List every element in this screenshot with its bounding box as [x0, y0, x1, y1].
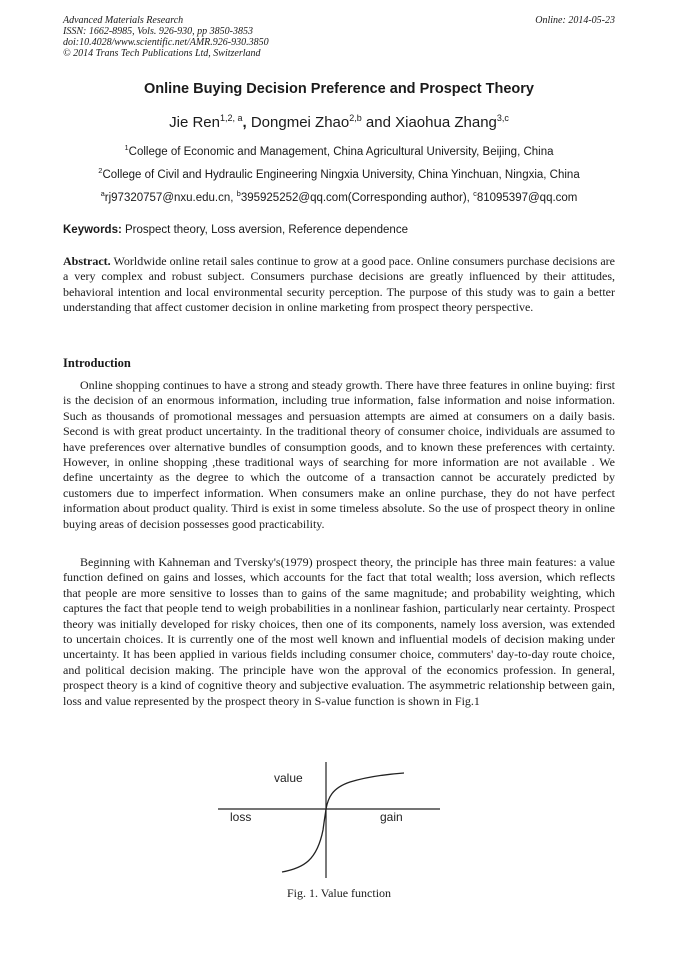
copyright-line: © 2014 Trans Tech Publications Ltd, Switzerland: [63, 48, 261, 59]
affiliation-superscript: 1: [124, 143, 129, 152]
value-function-figure: [212, 760, 442, 880]
online-date: Online: 2014-05-23: [535, 15, 615, 26]
author-name: Jie Ren: [169, 114, 220, 131]
issn-line: ISSN: 1662-8985, Vols. 926-930, pp 3850-3853: [63, 26, 253, 37]
email-superscript: a: [100, 189, 105, 198]
intro-paragraph-1: Online shopping continues to have a strong and steady growth. There have three features in online buying: first is the decision of an enormous information, including true information, false information and noise information. Such as thousands of promotional messages and persuasion attempts are aimed at consumers on a daily basis. Second is with great product uncertainty. In the traditional theory of consumer choice, individuals are assumed to have preferences over alternative bundles of consumption goods, and to known these preferences with certainty. However, in online shopping ,these traditional ways of searching for more information are not available . We define uncertainty as the degree to which the outcome of a transaction cannot be accurately predicted by customers due to imperfect information. When consumers make an online purchase, they do not have perfect information about product quality. Third is exist in some timeless absolute. So the use of prospect theory in online buying areas of decision possesses good practicability.: [63, 378, 615, 531]
abstract-text: Worldwide online retail sales continue to grow at a good pace. Online consumers purchase decisions are a very complex and robust subject. Consumers purchase decisions are greatly influenced by their attitudes, behavioral intention and local environmental security perception. The purpose of this study was to gain a better understanding that affect customer decision in online marketing from prospect theory perspective.: [63, 254, 615, 315]
keywords-text: Prospect theory, Loss aversion, Reference dependence: [121, 224, 408, 236]
keywords-label: Keywords:: [63, 224, 122, 236]
journal-header: [63, 15, 615, 59]
value-axis-label: value: [274, 771, 303, 785]
affiliation-superscript: 2: [98, 166, 103, 175]
email-text: rj97320757@nxu.edu.cn,: [104, 192, 237, 204]
author-separator: ,: [242, 114, 251, 131]
affiliation-text: College of Economic and Management, China Agricultural University, Beijing, China: [128, 146, 554, 158]
email-text: 81095397@qq.com: [476, 192, 578, 204]
email-superscript: c: [473, 189, 477, 198]
author-superscript: 3,c: [496, 113, 509, 123]
doi-line: doi:10.4028/www.scientific.net/AMR.926-930.3850: [63, 37, 269, 48]
author-separator: and: [361, 114, 396, 131]
gain-axis-label: gain: [380, 810, 403, 824]
affiliation-1: [0, 143, 678, 158]
figure-caption: Fig. 1. Value function: [286, 886, 392, 900]
email-superscript: b: [236, 189, 241, 198]
author-superscript: 1,2, a: [219, 113, 243, 123]
affiliation-2: [0, 166, 678, 181]
email-text: 395925252@qq.com(Corresponding author),: [240, 192, 474, 204]
paper-title: Online Buying Decision Preference and Prospect Theory: [144, 81, 534, 97]
section-heading: Introduction: [63, 356, 131, 370]
keywords: [63, 224, 615, 236]
author-superscript: 2,b: [349, 113, 362, 123]
affiliation-text: College of Civil and Hydraulic Engineering Ningxia University, China Yinchuan, Ningxia, China: [102, 169, 580, 181]
author-name: Dongmei Zhao: [250, 114, 350, 131]
loss-axis-label: loss: [230, 810, 252, 824]
author-list: [0, 113, 678, 131]
email-line: [0, 189, 678, 204]
author-name: Xiaohua Zhang: [395, 114, 497, 131]
abstract-label: Abstract.: [63, 254, 111, 268]
intro-paragraph-2: Beginning with Kahneman and Tversky's(1979) prospect theory, the principle has three main features: a value function defined on gains and losses, which accounts for the fact that total wealth; loss aversion, which reflects that people are more sensitive to losses than to gains of the same magnitude; and probability weighting, which captures the fact that people tend to weigh probabilities in a nonlinear fashion, particularly near certainty. Prospect theory was initially developed for risky choices, then one of its components, namely loss aversion, was extended to uncertain choices. It is currently one of the most well known and influential models of decision making under uncertainty. It has been applied in various fields including consumer choice, commuters' day-to-day route choice, and political decision making. The principle have won the approval of the economics profession. In general, prospect theory is a kind of cognitive theory and subjective evaluation. The asymmetric relationship between gain, loss and value represented by the prospect theory in S-value function is shown in Fig.1: [63, 555, 615, 708]
abstract: [63, 254, 615, 316]
journal-name: Advanced Materials Research: [63, 15, 184, 26]
